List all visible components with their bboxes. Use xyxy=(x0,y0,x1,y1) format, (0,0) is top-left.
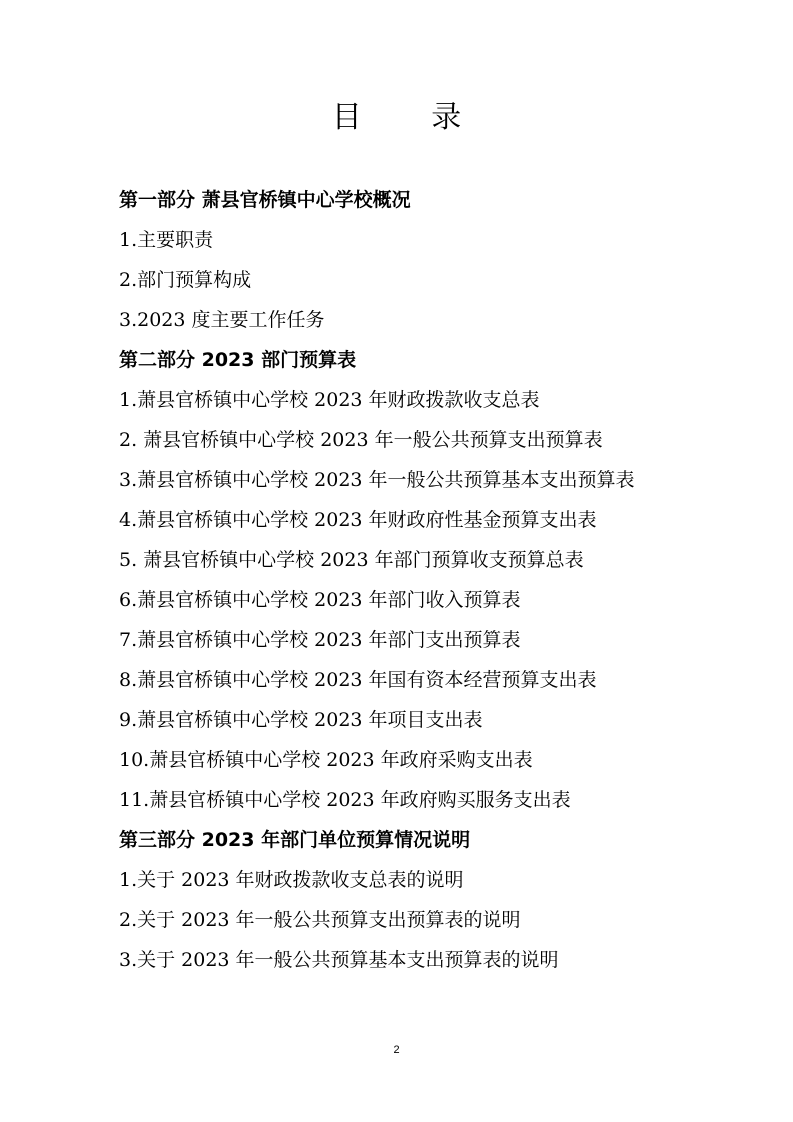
toc-entry: 3.关于 2023 年一般公共预算基本支出预算表的说明 xyxy=(119,949,559,971)
toc-entry: 4.萧县官桥镇中心学校 2023 年财政府性基金预算支出表 xyxy=(119,509,597,531)
toc-entry: 9.萧县官桥镇中心学校 2023 年项目支出表 xyxy=(119,709,483,731)
toc-entry: 5. 萧县官桥镇中心学校 2023 年部门预算收支预算总表 xyxy=(119,549,584,571)
toc-section-heading-part3: 第三部分 2023 年部门单位预算情况说明 xyxy=(119,829,471,851)
toc-entry: 1.萧县官桥镇中心学校 2023 年财政拨款收支总表 xyxy=(119,389,540,411)
toc-entry: 2. 萧县官桥镇中心学校 2023 年一般公共预算支出预算表 xyxy=(119,429,603,451)
page-title: 目 录 xyxy=(331,100,492,135)
toc-section-heading-part1: 第一部分 萧县官桥镇中心学校概况 xyxy=(119,189,411,211)
table-of-contents xyxy=(119,180,679,980)
toc-entry: 6.萧县官桥镇中心学校 2023 年部门收入预算表 xyxy=(119,589,521,611)
toc-entry: 3.2023 度主要工作任务 xyxy=(119,309,325,331)
toc-entry: 10.萧县官桥镇中心学校 2023 年政府采购支出表 xyxy=(119,749,533,771)
toc-entry: 2.部门预算构成 xyxy=(119,269,252,291)
toc-section-heading-part2: 第二部分 2023 部门预算表 xyxy=(119,349,357,371)
page-number: 2 xyxy=(393,1044,400,1056)
toc-entry: 2.关于 2023 年一般公共预算支出预算表的说明 xyxy=(119,909,521,931)
toc-entry: 8.萧县官桥镇中心学校 2023 年国有资本经营预算支出表 xyxy=(119,669,597,691)
toc-entry: 1.关于 2023 年财政拨款收支总表的说明 xyxy=(119,869,464,891)
toc-entry: 11.萧县官桥镇中心学校 2023 年政府购买服务支出表 xyxy=(119,789,571,811)
toc-entry: 3.萧县官桥镇中心学校 2023 年一般公共预算基本支出预算表 xyxy=(119,469,635,491)
toc-entry: 1.主要职责 xyxy=(119,229,214,251)
toc-entry: 7.萧县官桥镇中心学校 2023 年部门支出预算表 xyxy=(119,629,521,651)
